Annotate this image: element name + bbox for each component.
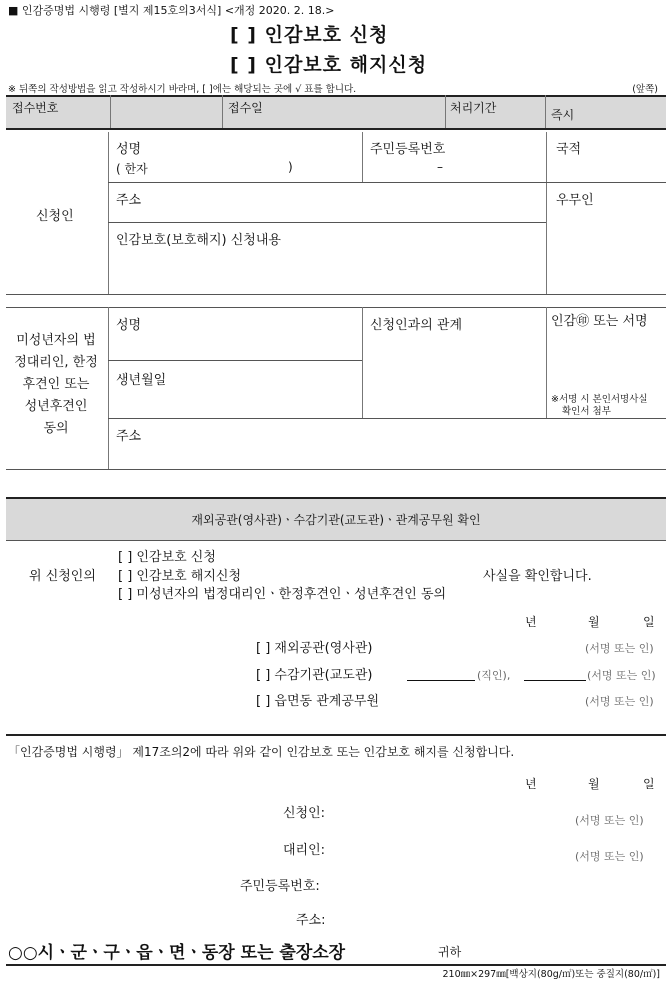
guardian-dob-label: 생년월일 xyxy=(116,373,167,388)
confirmation-date-year: 년 xyxy=(525,615,537,629)
statement-date-month: 월 xyxy=(588,777,600,791)
title-protection-cancel: [ ] 인감보호 해지신청 xyxy=(230,54,428,76)
processing-period-value: 즉시 xyxy=(551,108,575,122)
applicant-seal-label: 우무인 xyxy=(556,193,594,208)
applicant-nationality-label: 국적 xyxy=(556,142,582,157)
guardian-sign-note-1: ※서명 시 본인서명사실 xyxy=(551,394,648,405)
official-consulate-sign: (서명 또는 인) xyxy=(585,642,654,655)
official-town-sign: (서명 또는 인) xyxy=(585,695,654,708)
form-reference: ■ 인감증명법 시행령 [별지 제15호의3서식] <개정 2020. 2. 18.> xyxy=(8,4,335,17)
title-protection-request: [ ] 인감보호 신청 xyxy=(230,24,389,46)
applicant-resident-no-label: 주민등록번호 xyxy=(370,142,446,157)
confirmation-date-month: 월 xyxy=(588,615,600,629)
applicant-hanja-close: ) xyxy=(288,160,293,174)
confirmation-suffix: 사실을 확인합니다. xyxy=(483,569,592,584)
applicant-content-label: 인감보호(보호해지) 신청내용 xyxy=(116,233,281,248)
applicant-resident-dash: – xyxy=(437,160,443,174)
processing-period-label: 처리기간 xyxy=(450,101,497,115)
official-prison-sign: (서명 또는 인) xyxy=(587,669,656,682)
guardian-address-label: 주소 xyxy=(116,429,142,444)
statement-date-year: 년 xyxy=(525,777,537,791)
confirmation-option-cancel: [ ] 인감보호 해지신청 xyxy=(118,569,242,584)
receipt-date-label: 접수일 xyxy=(228,101,263,115)
official-town-label: [ ] 읍면동 관계공무원 xyxy=(256,694,380,709)
receipt-number-label: 접수번호 xyxy=(12,101,59,115)
statement-applicant-label: 신청인: xyxy=(283,806,326,821)
instruction-note: ※ 뒤쪽의 작성방법을 읽고 작성하시기 바라며, [ ]에는 해당되는 곳에 √ 표를 합니다. xyxy=(8,84,357,95)
statement-date-day: 일 xyxy=(643,777,655,791)
applicant-hanja-label: ( 한자 xyxy=(116,162,148,176)
official-prison-label: [ ] 수감기관(교도관) xyxy=(256,668,373,683)
guardian-seal-sign-label: 인감㊞ 또는 서명 xyxy=(551,314,648,329)
paper-spec: 210㎜×297㎜[백상지(80g/㎡)또는 중질지(80/㎡)] xyxy=(442,969,660,980)
statement-address-label: 주소: xyxy=(296,913,326,928)
statement-resident-label: 주민등록번호: xyxy=(240,879,320,894)
guardian-relation-label: 신청인과의 관계 xyxy=(370,318,463,333)
guardian-sign-note-2: 확인서 첨부 xyxy=(562,406,611,417)
confirmation-option-protect: [ ] 인감보호 신청 xyxy=(118,550,216,565)
statement-agent-label: 대리인: xyxy=(283,843,326,858)
recipient-honorific: 귀하 xyxy=(438,945,462,959)
confirmation-option-consent: [ ] 미성년자의 법정대리인ㆍ한정후견인ㆍ성년후견인 동의 xyxy=(118,587,447,602)
statement-applicant-sign: (서명 또는 인) xyxy=(575,814,644,827)
applicant-section-label: 신청인 xyxy=(36,209,74,224)
guardian-name-label: 성명 xyxy=(116,318,142,333)
page-side-label: (앞쪽) xyxy=(632,84,658,95)
statement-text: 「인감증명법 시행령」 제17조의2에 따라 위와 같이 인감보호 또는 인감보호 해지를 신청합니다. xyxy=(8,745,515,759)
applicant-address-label: 주소 xyxy=(116,193,142,208)
recipient-authority: ○○시ㆍ군ㆍ구ㆍ읍ㆍ면ㆍ동장 또는 출장소장 xyxy=(8,943,346,963)
official-prison-position: (직인), xyxy=(477,669,511,682)
confirmation-band-title: 재외공관(영사관)ㆍ수감기관(교도관)ㆍ관계공무원 확인 xyxy=(191,513,481,527)
confirmation-prefix: 위 신청인의 xyxy=(29,569,96,584)
applicant-name-label: 성명 xyxy=(116,142,142,157)
official-consulate-label: [ ] 재외공관(영사관) xyxy=(256,641,373,656)
statement-agent-sign: (서명 또는 인) xyxy=(575,850,644,863)
confirmation-date-day: 일 xyxy=(643,615,655,629)
guardian-section-label: 미성년자의 법 정대리인, 한정 후견인 또는 성년후견인 동의 xyxy=(14,333,98,436)
